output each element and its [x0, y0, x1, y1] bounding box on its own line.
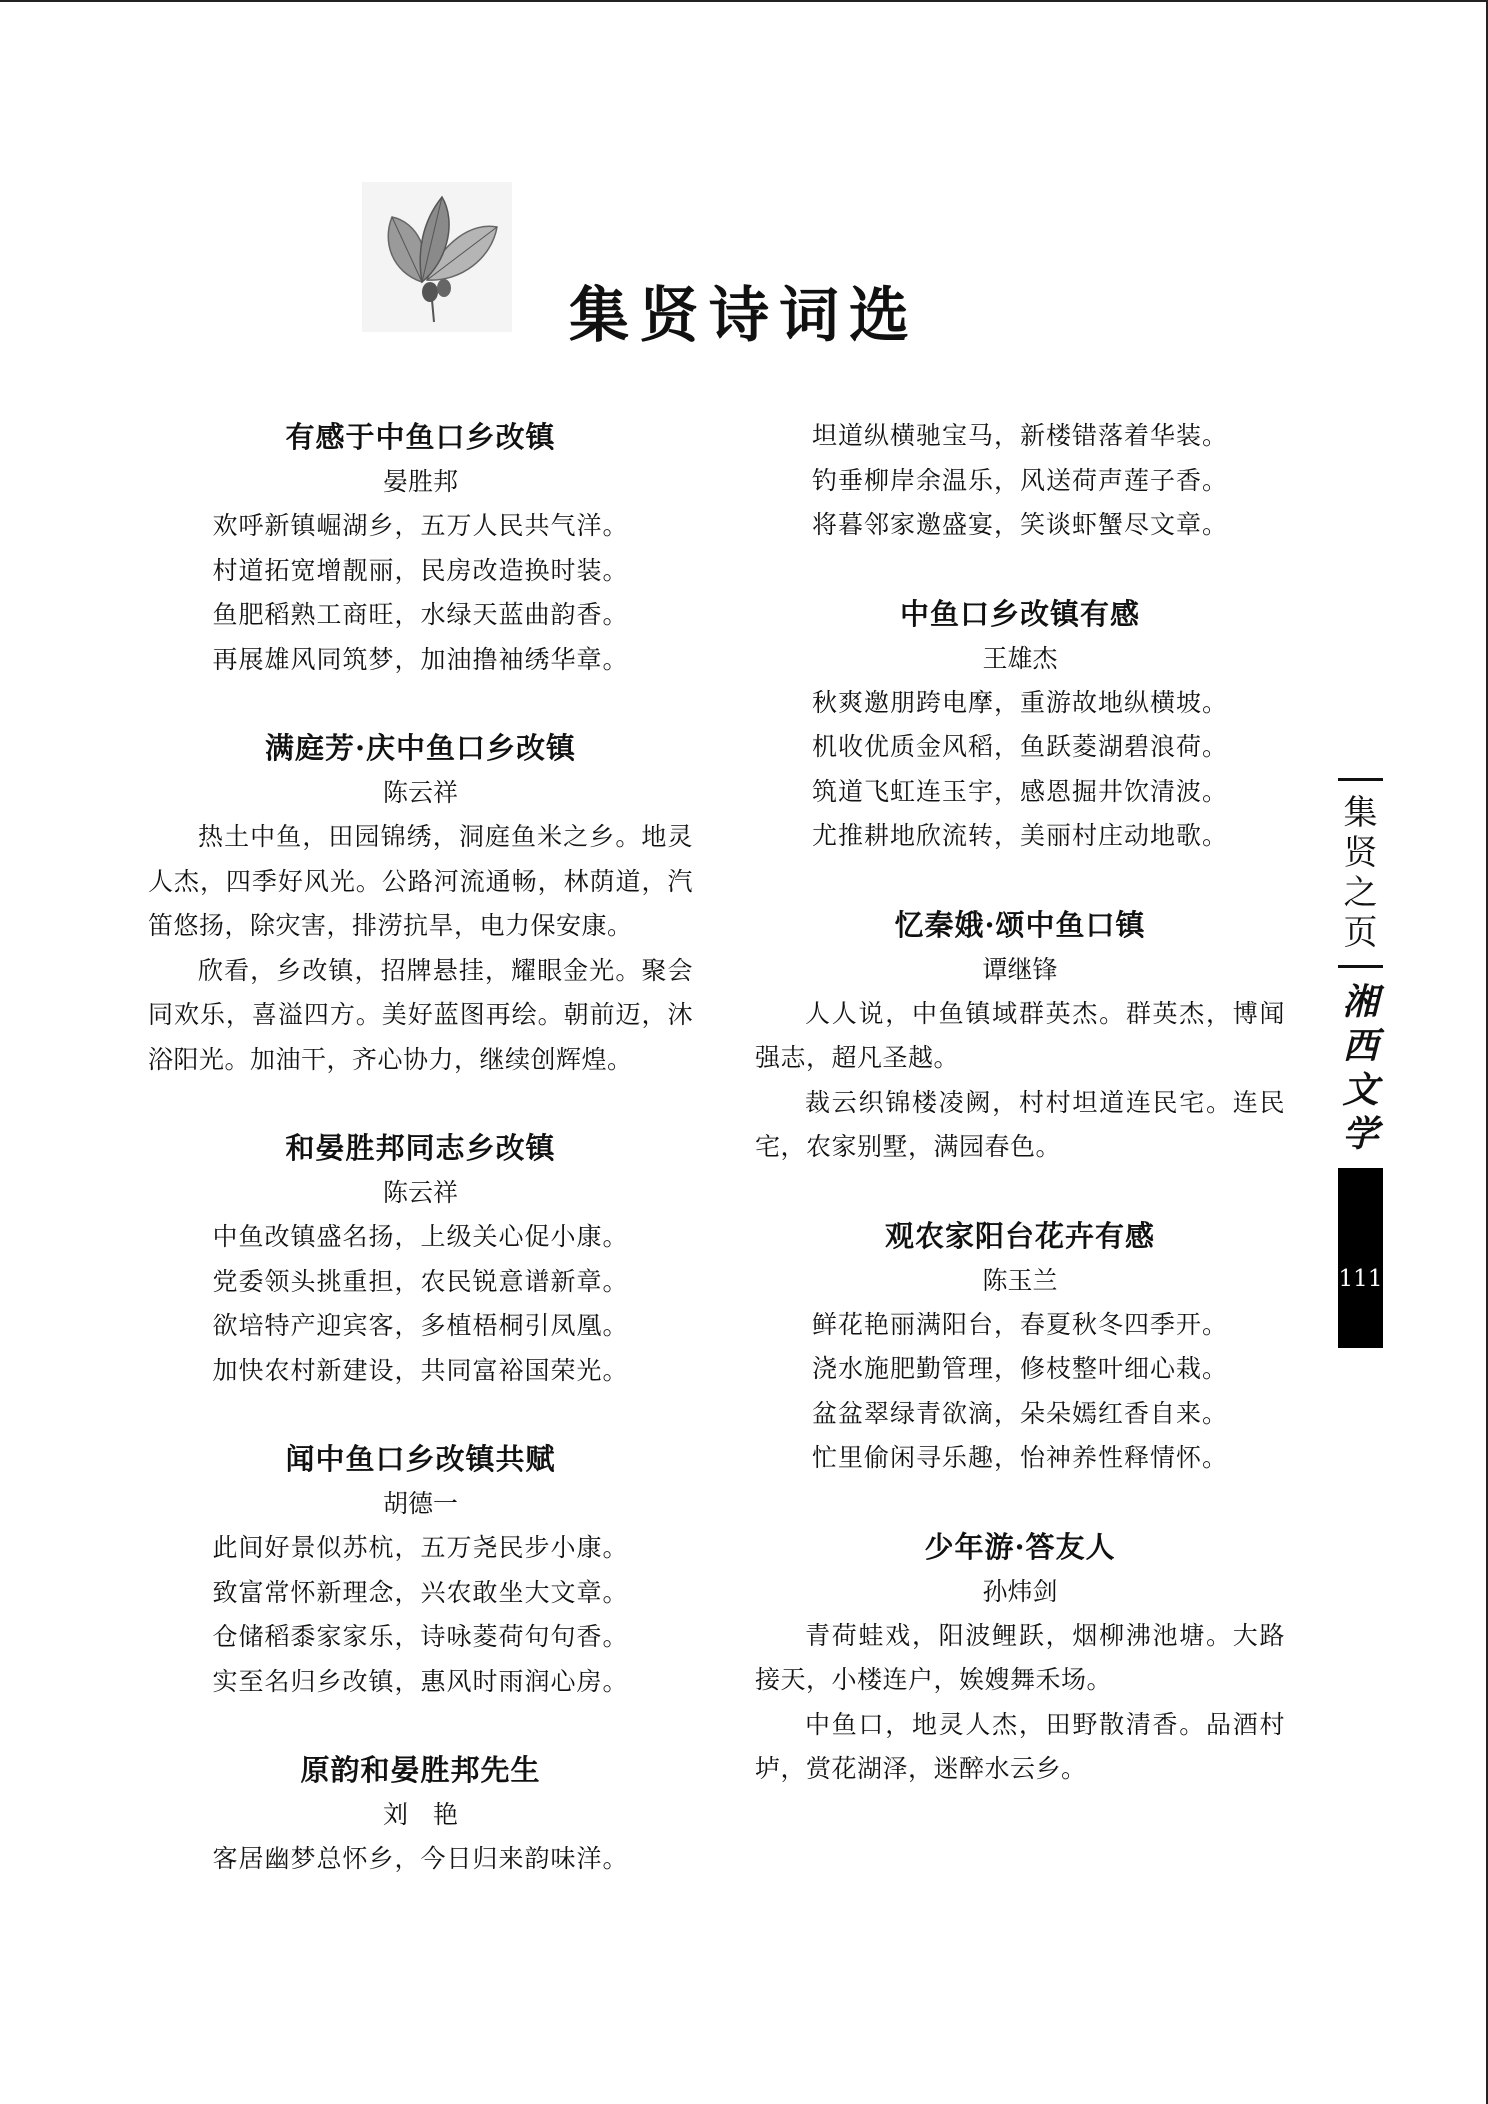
poem-line: 欲培特产迎宾客，多植梧桐引凤凰。: [212, 1311, 629, 1340]
poem-title: 观农家阳台花卉有感: [884, 1218, 1155, 1253]
poem-author: 王雄杰: [982, 643, 1058, 673]
poem-title: 和晏胜邦同志乡改镇: [285, 1131, 556, 1165]
poem: [148, 1747, 693, 1882]
poem-paragraph: 中鱼口，地灵人杰，田野散清香。品酒村垆，赏花湖泽，迷醉水云乡。: [755, 1709, 1285, 1783]
poem-title: 满庭芳·庆中鱼口乡改镇: [264, 731, 577, 765]
right-column: [755, 414, 1285, 1792]
poem-line: 致富常怀新理念，兴农敢坐大文章。: [212, 1577, 629, 1607]
poem-title: 少年游·答友人: [924, 1529, 1116, 1564]
poem-title: 闻中鱼口乡改镇共赋: [285, 1442, 556, 1476]
poem-line: 加快农村新建设，共同富裕国荣光。: [212, 1355, 629, 1385]
magazine-brand: [1338, 968, 1383, 1168]
poem-paragraph: 人人说，中鱼镇域群英杰。群英杰，博闻强志，超凡圣越。: [755, 998, 1285, 1072]
poem-author: 谭继锋: [982, 954, 1058, 984]
brand-char: 学: [1342, 1113, 1379, 1155]
poem-title: 有感于中鱼口乡改镇: [285, 420, 556, 454]
poem: [148, 725, 693, 1082]
page-number-block: [1338, 1168, 1383, 1348]
poem-line: 再展雄风同筑梦，加油撸袖绣华章。: [212, 644, 629, 674]
section-name: [1338, 781, 1383, 965]
poem-line: 忙里偷闲寻乐趣，怡神养性释情怀。: [811, 1443, 1228, 1472]
poem-line: 党委领头挑重担，农民锐意谱新章。: [212, 1266, 629, 1296]
poem-paragraph: 裁云织锦楼凌阙，村村坦道连民宅。连民宅，农家别墅，满园春色。: [755, 1087, 1285, 1161]
poem: [755, 1524, 1285, 1792]
page-number: 111: [1338, 1266, 1383, 1292]
poem: [755, 591, 1285, 859]
poem-author: 陈云祥: [382, 1178, 458, 1207]
poem-line: 机收优质金风稻，鱼跃菱湖碧浪荷。: [811, 732, 1228, 761]
poem-author: 晏胜邦: [382, 467, 458, 496]
poem-line: 中鱼改镇盛名扬，上级关心促小康。: [212, 1222, 629, 1251]
poem-line: 欢呼新镇崛湖乡，五万人民共气洋。: [212, 511, 629, 540]
poem-author: 陈玉兰: [982, 1265, 1058, 1295]
poem-line: 盆盆翠绿青欲滴，朵朵嫣红香自来。: [811, 1398, 1228, 1428]
poem-line: 浇水施肥勤管理，修枝整叶细心栽。: [811, 1354, 1228, 1383]
poem-title: 中鱼口乡改镇有感: [899, 596, 1140, 631]
poem-line: 尤推耕地欣流转，美丽村庄动地歌。: [811, 821, 1228, 850]
poem-line: 此间好景似苏杭，五万尧民步小康。: [212, 1533, 629, 1562]
side-section-tab: [1338, 778, 1383, 1348]
poem-title: 忆秦娥·颂中鱼口镇: [894, 907, 1146, 942]
section-name-char: 页: [1343, 913, 1378, 953]
poem-paragraph: 热土中鱼，田园锦绣，洞庭鱼米之乡。地灵人杰，四季好风光。公路河流通畅，林荫道，汽笛悠扬，除灾害，排涝抗旱，电力保安康。: [148, 822, 693, 940]
poem-author: 陈云祥: [382, 778, 458, 807]
brand-char: 文: [1342, 1069, 1379, 1111]
poem: [148, 1436, 693, 1704]
section-name-char: 贤: [1343, 833, 1378, 873]
poem-line: 筑道飞虹连玉宇，感恩掘井饮清波。: [811, 776, 1228, 806]
poem: [148, 1125, 693, 1393]
poem-title: 原韵和晏胜邦先生: [300, 1753, 541, 1787]
poem: [148, 414, 693, 682]
poem: [755, 902, 1285, 1170]
left-column: [148, 414, 693, 1882]
poem-line: 实至名归乡改镇，惠风时雨润心房。: [212, 1666, 629, 1696]
poem-author: 胡德一: [382, 1489, 458, 1518]
poem-author: 刘 艳: [382, 1800, 458, 1829]
poem-line: 秋爽邀朋跨电摩，重游故地纵横坡。: [811, 687, 1228, 717]
poem-line: 仓储稻黍家家乐，诗咏菱荷句句香。: [212, 1622, 629, 1651]
brand-char: 西: [1342, 1025, 1379, 1067]
poem-line: 将暮邻家邀盛宴，笑谈虾蟹尽文章。: [811, 510, 1228, 539]
poem-line: 鱼肥稻熟工商旺，水绿天蓝曲韵香。: [212, 600, 629, 629]
poem-line: 钓垂柳岸余温乐，风送荷声莲子香。: [811, 465, 1228, 495]
poem-author: 孙炜剑: [982, 1576, 1058, 1606]
poem-line: 客居幽梦总怀乡，今日归来韵味洋。: [212, 1844, 629, 1873]
poem-continuation: [755, 414, 1285, 548]
brand-char: 湘: [1342, 981, 1379, 1023]
poem-line: 鲜花艳丽满阳台，春夏秋冬四季开。: [811, 1309, 1228, 1339]
poem: [755, 1213, 1285, 1481]
poem-paragraph: 青荷蛙戏，阳波鲤跃，烟柳沸池塘。大路接天，小楼连户，娭嫂舞禾场。: [755, 1620, 1285, 1694]
poem-paragraph: 欣看，乡改镇，招牌悬挂，耀眼金光。聚会同欢乐，喜溢四方。美好蓝图再绘。朝前迈，沐浴阳光。加油干，齐心协力，继续创辉煌。: [148, 955, 693, 1074]
poem-line: 坦道纵横驰宝马，新楼错落着华装。: [811, 421, 1228, 450]
page-title: 集贤诗词选: [569, 281, 919, 351]
section-name-char: 之: [1343, 873, 1378, 913]
section-name-char: 集: [1343, 793, 1378, 833]
poem-line: 村道拓宽增靓丽，民房改造换时装。: [212, 555, 629, 585]
top-border: [0, 0, 1488, 2]
